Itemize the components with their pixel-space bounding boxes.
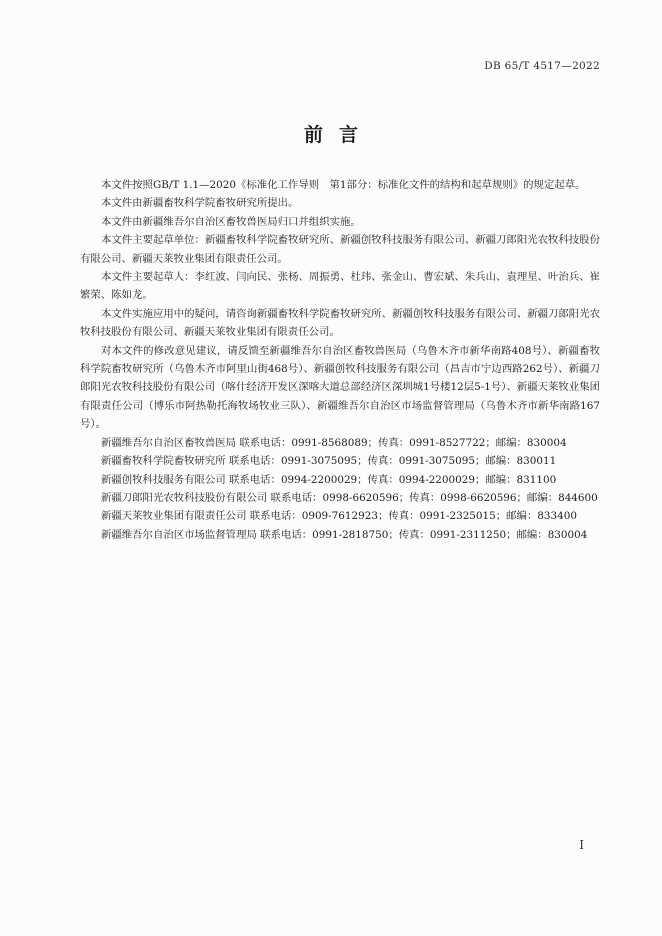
contact-item: 新疆创牧科技服务有限公司 联系电话：0994-2200029；传真：0994-2200029；邮编：831100 <box>101 473 557 486</box>
paragraph-drafting-rules: 本文件按照GB/T 1.1—2020《标准化工作导则 第1部分：标准化文件的结构和起草规则》的规定起草。 <box>101 179 586 191</box>
contact-list <box>80 434 600 544</box>
paragraph-inquiries: 本文件实施应用中的疑问，请咨询新疆畜牧科学院畜牧研究所、新疆创牧科技服务有限公司、新疆刀郎阳光农牧科技股份有限公司、新疆天莱牧业集团有限责任公司。 <box>80 307 600 339</box>
paragraph-administered-by: 本文件由新疆维吾尔自治区畜牧兽医局归口并组织实施。 <box>101 215 361 228</box>
contact-item: 新疆畜牧科学院畜牧研究所 联系电话：0991-3075095；传真：0991-3075095；邮编：830011 <box>101 455 557 468</box>
paragraph-drafters: 本文件主要起草人：李红波、闫向民、张杨、周振勇、杜玮、张金山、曹宏斌、朱兵山、袁理星、叶治兵、崔繁荣、陈如龙。 <box>80 271 600 302</box>
document-body <box>80 176 600 544</box>
contact-item: 新疆维吾尔自治区畜牧兽医局 联系电话：0991-8568089；传真：0991-8527722；邮编：830004 <box>101 436 567 449</box>
contact-item: 新疆维吾尔自治区市场监督管理局 联系电话：0991-2818750；传真：0991-2311250；邮编：830004 <box>101 528 588 541</box>
contact-item: 新疆天莱牧业集团有限责任公司 联系电话：0909-7612923；传真：0991-2325015；邮编：833400 <box>101 510 577 523</box>
standard-code: DB 65/T 4517—2022 <box>484 60 600 72</box>
contact-item: 新疆刀郎阳光农牧科技股份有限公司 联系电话：0998-6620596；传真：0998-6620596；邮编：844600 <box>101 491 598 504</box>
paragraph-proposed-by: 本文件由新疆畜牧科学院畜牧研究所提出。 <box>101 197 299 210</box>
paragraph-drafting-units: 本文件主要起草单位：新疆畜牧科学院畜牧研究所、新疆创牧科技服务有限公司、新疆刀郎阳光农牧科技股份有限公司、新疆天莱牧业集团有限责任公司。 <box>80 234 600 265</box>
paragraph-feedback: 对本文件的修改意见建议，请反馈至新疆维吾尔自治区畜牧兽医局（乌鲁木齐市新华南路408号）、新疆畜牧科学院畜牧研究所（乌鲁木齐市阿里山街468号）、新疆创牧科技服务有限公司（昌吉市宁边西路262号）、新疆刀郎阳光农牧科技股份有限公司（喀什经济开发区深喀大道总部经济区深圳城1号楼12层5-1号）、新疆天莱牧业集团有限责任公司（博乐市阿热勒托海牧场牧业三队）、新疆维吾尔自治区市场监督管理局（乌鲁木齐市新华南路167号）。 <box>80 344 600 431</box>
page-number: I <box>579 838 584 852</box>
page-title: 前言 <box>303 124 374 146</box>
